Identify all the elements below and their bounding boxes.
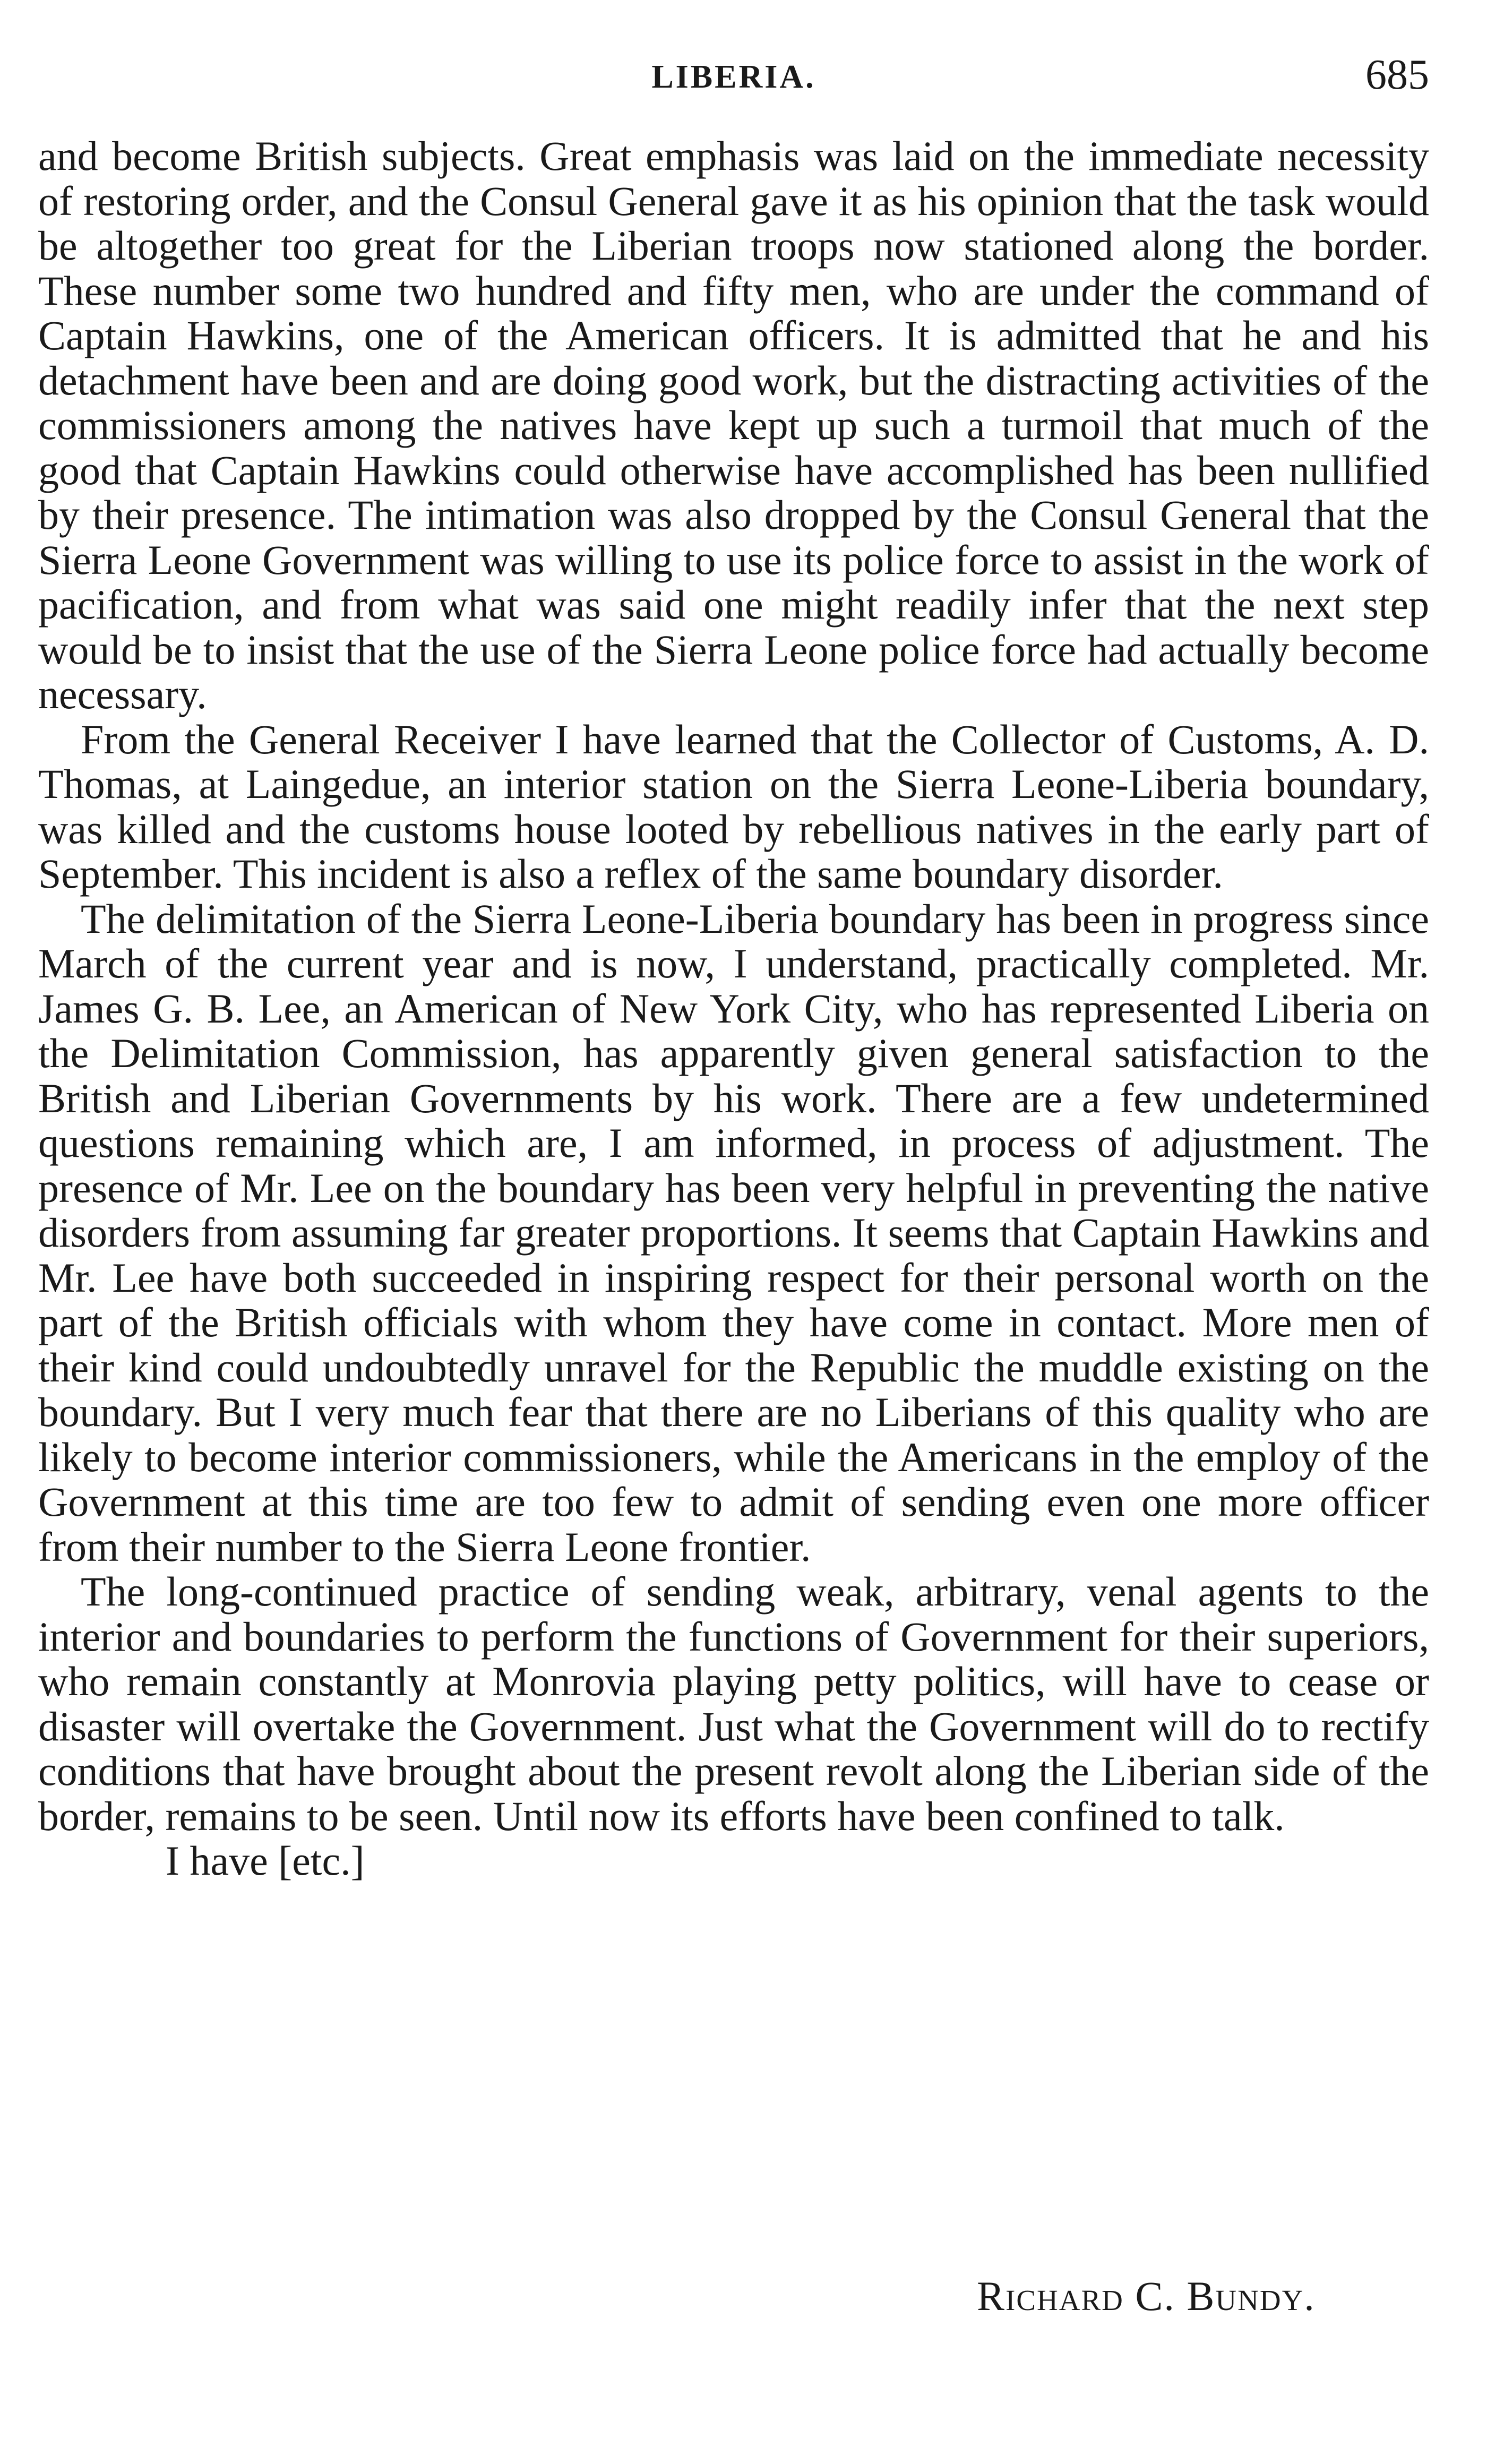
paragraph-3: The delimitation of the Sierra Leone-Liberia boundary has been in progress since March of the current year and is now, I understand, practically completed. Mr. James G. B. Lee, an American of New York City, who has represented Liberia on the Delimitation Commission, has apparently given general satisfaction to the British and Liberian Governments by his work. There are a few undetermined questions remaining which are, I am informed, in process of adjustment. The presence of Mr. Lee on the boundary has been very helpful in preventing the native disorders from assuming far greater proportions. It seems that Captain Hawkins and Mr. Lee have both succeeded in inspiring respect for their personal worth on the part of the British officials with whom they have come in contact. More men of their kind could undoubtedly unravel for the Republic the muddle existing on the boundary. But I very much fear that there are no Liberians of this quality who are likely to become interior commissioners, while the Americans in the employ of the Government at this time are too few to admit of sending even one more officer from their number to the Sierra Leone frontier. bbox=[38, 895, 1429, 1570]
paragraph-2: From the General Receiver I have learned that the Collector of Customs, A. D. Thomas, at Laingedue, an interior station on the Sierra Leone-Liberia boundary, was killed and the customs house looted by rebellious natives in the early part of September. This incident is also a reflex of the same boundary disorder. bbox=[38, 716, 1429, 897]
running-title: LIBERIA. bbox=[651, 59, 816, 95]
paragraph-4: The long-continued practice of sending weak, arbitrary, venal agents to the interior and boundaries to perform the functions of Government for their superiors, who remain constantly at Monrovia playing petty politics, will have to cease or disaster will overtake the Government. Just what the Government will do to rectify conditions that have brought about the present revolt along the Liberian side of the border, remains to be seen. Until now its efforts have been confined to talk. bbox=[38, 1568, 1429, 1839]
page-number: 685 bbox=[1365, 51, 1429, 98]
body-text bbox=[38, 134, 1429, 1884]
paragraph-1: and become British subjects. Great emphasis was laid on the immediate necessity of restoring order, and the Consul General gave it as his opinion that the task would be altogether too great for the Liberian troops now stationed along the border. These number some two hundred and fifty men, who are under the command of Captain Hawkins, one of the American officers. It is admitted that he and his detachment have been and are doing good work, but the distracting activities of the commissioners among the natives have kept up such a turmoil that much of the good that Captain Hawkins could otherwise have accomplished has been nullified by their presence. The intimation was also dropped by the Consul General that the Sierra Leone Government was willing to use its police force to assist in the work of pacification, and from what was said one might readily infer that the next step would be to insist that the use of the Sierra Leone police force had actually become necessary. bbox=[38, 133, 1429, 717]
running-header bbox=[38, 51, 1429, 109]
signature: Richard C. Bundy. bbox=[977, 2273, 1316, 2319]
closing-line: I have [etc.] bbox=[166, 1838, 365, 1884]
